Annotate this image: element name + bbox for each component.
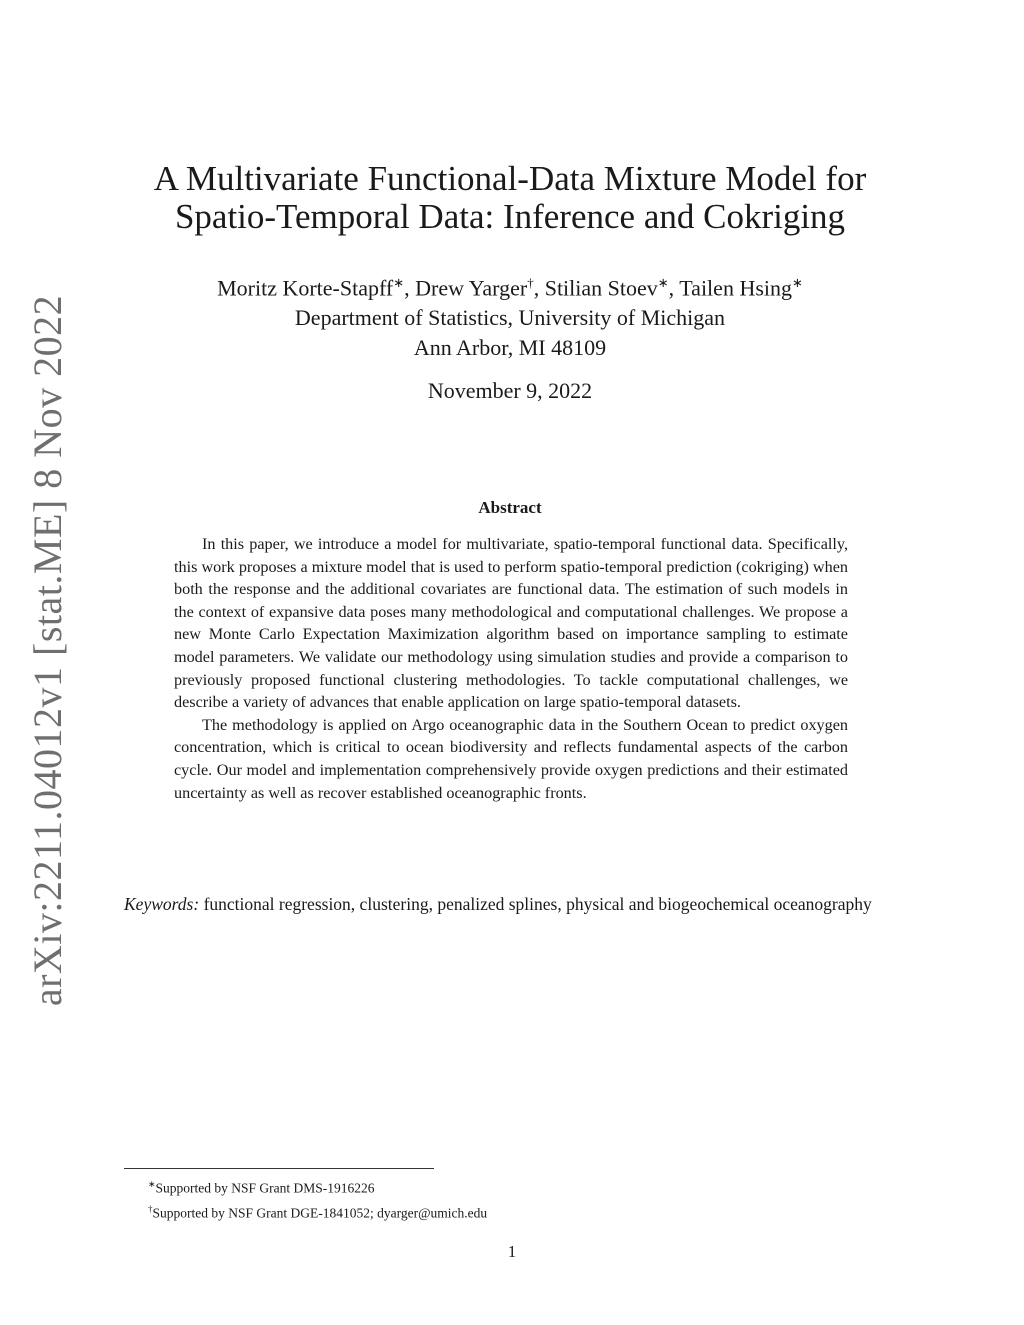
abstract-paragraph: The methodology is applied on Argo oceanographic data in the Southern Ocean to predict oxygen concentration, which is critical to ocean biodiversity and reflects fundamental aspects of the carbon cycle. Our model and implementation comprehensively provide oxygen predictions and their estimated uncertainty as well as recover established oceanographic fronts. bbox=[174, 715, 848, 802]
title-line-2: Spatio-Temporal Data: Inference and Cokriging bbox=[174, 197, 846, 236]
author-block bbox=[120, 268, 900, 363]
arxiv-identifier-stamp bbox=[8, 294, 88, 1006]
footnote bbox=[148, 1199, 487, 1224]
paper-title bbox=[120, 160, 900, 236]
abstract-body bbox=[174, 533, 848, 804]
author-name: Moritz Korte-Stapff bbox=[217, 275, 394, 301]
footnote-mark: † bbox=[148, 1203, 153, 1214]
author-name: Stilian Stoev bbox=[544, 275, 658, 301]
arxiv-identifier-text: arXiv:2211.04012v1 [stat.ME] 8 Nov 2022 bbox=[25, 294, 71, 1006]
author-footnote-mark: † bbox=[527, 275, 534, 290]
author-footnote-mark: ∗ bbox=[657, 275, 669, 290]
keywords-label: Keywords: bbox=[124, 894, 200, 914]
publication-date: November 9, 2022 bbox=[427, 378, 593, 403]
author-footnote-mark: ∗ bbox=[792, 275, 803, 290]
footnote-text: Supported by NSF Grant DMS-1916226 bbox=[155, 1180, 375, 1196]
keywords bbox=[124, 892, 898, 916]
abstract-paragraph: In this paper, we introduce a model for multivariate, spatio-temporal functional data. Specifically, this work proposes a mixture model that is used to perform spatio-temporal prediction (cokriging) when both the response and the additional covariates are functional data. The estimation of such models in the context of expansive data poses many methodological and computational challenges. We propose a new Monte Carlo Expectation Maximization algorithm based on importance sampling to estimate model parameters. We validate our methodology using simulation studies and provide a comparison to previously proposed functional clustering methodologies. To tackle computational challenges, we describe a variety of advances that enable application on large spatio-temporal datasets. bbox=[174, 535, 848, 712]
abstract-heading: Abstract bbox=[478, 498, 542, 517]
author-list: Moritz Korte-Stapff∗, Drew Yarger†, Stilian Stoev∗, Tailen Hsing∗ bbox=[217, 275, 803, 301]
footnote-divider bbox=[124, 1168, 434, 1169]
page-number: 1 bbox=[507, 1242, 517, 1261]
author-footnote-mark: ∗ bbox=[393, 275, 405, 290]
footnote bbox=[148, 1174, 487, 1199]
affiliation: Department of Statistics, University of Michigan bbox=[294, 305, 726, 331]
footnote-text: Supported by NSF Grant DGE-1841052; dyarger@umich.edu bbox=[152, 1205, 488, 1220]
title-line-1: A Multivariate Functional-Data Mixture Model for bbox=[153, 159, 867, 198]
author-name: Drew Yarger bbox=[415, 275, 528, 301]
footnote-mark: ∗ bbox=[148, 1179, 156, 1189]
author-name: Tailen Hsing bbox=[679, 275, 792, 301]
keywords-text: functional regression, clustering, penalized splines, physical and biogeochemical oceanography bbox=[199, 894, 872, 914]
address: Ann Arbor, MI 48109 bbox=[413, 335, 607, 361]
footnotes bbox=[148, 1174, 487, 1223]
